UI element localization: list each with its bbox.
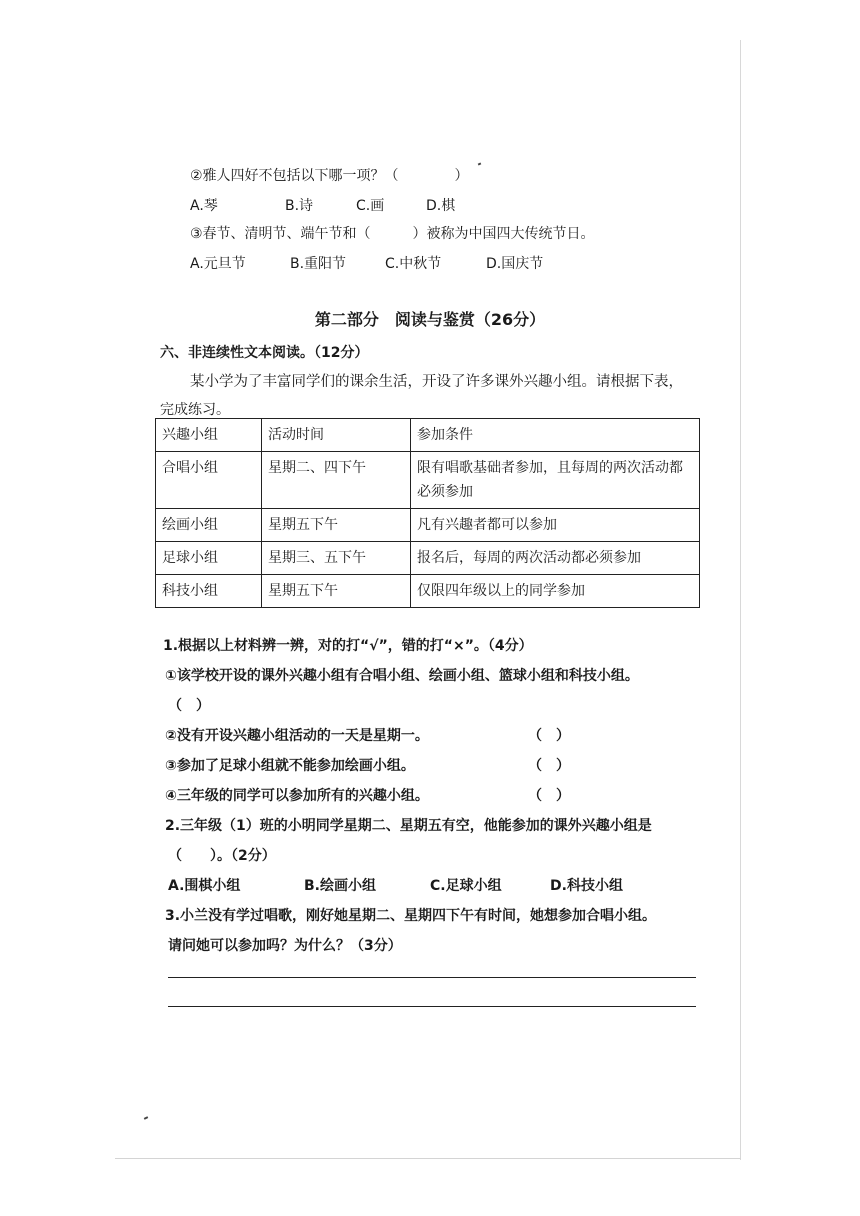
table-header-cell: 兴趣小组: [156, 419, 262, 452]
option-d: D.国庆节: [486, 256, 544, 272]
q1-answer-blank: （ ）: [528, 758, 570, 774]
section-six-intro-cont: 完成练习。: [160, 402, 230, 418]
q1-answer-blank: （ ）: [528, 788, 570, 804]
table-row: [156, 575, 700, 608]
question-festivals: ③春节、清明节、端午节和（ ）被称为中国四大传统节日。: [190, 226, 595, 242]
option-b: B.重阳节: [290, 256, 347, 272]
table-cell: 限有唱歌基础者参加，且每周的两次活动都必须参加: [411, 452, 700, 509]
table-header-row: [156, 419, 700, 452]
table-cell: 报名后，每周的两次活动都必须参加: [411, 542, 700, 575]
part-two-title: 第二部分 阅读与鉴赏（26分）: [314, 310, 546, 329]
table-row: [156, 509, 700, 542]
table-header-cell: 活动时间: [262, 419, 411, 452]
table-cell: 星期二、四下午: [262, 452, 411, 509]
q1-item-3: ③参加了足球小组就不能参加绘画小组。: [165, 758, 415, 774]
q1-stem: 1.根据以上材料辨一辨，对的打“√”，错的打“×”。（4分）: [163, 638, 533, 654]
section-six-heading: 六、非连续性文本阅读。（12分）: [160, 345, 369, 361]
option-d: D.棋: [426, 198, 456, 214]
q1-item-1: ①该学校开设的课外兴趣小组有合唱小组、绘画小组、篮球小组和科技小组。: [165, 668, 639, 684]
q2-stem: 2.三年级（1）班的小明同学星期二、星期五有空，他能参加的课外兴趣小组是: [165, 818, 652, 834]
question-hobbies: ②雅人四好不包括以下哪一项？（ ）: [190, 168, 469, 184]
table-cell: 星期三、五下午: [262, 542, 411, 575]
table-cell: 凡有兴趣者都可以参加: [411, 509, 700, 542]
table-row: [156, 452, 700, 509]
answer-line: [168, 1006, 696, 1007]
option-b: B.绘画小组: [304, 878, 376, 894]
option-a: A.琴: [190, 198, 218, 214]
option-c: C.画: [356, 198, 385, 214]
table-cell: 绘画小组: [156, 509, 262, 542]
option-b: B.诗: [285, 198, 314, 214]
interest-groups-table: [155, 418, 700, 608]
q2-stem-cont: （ ）。（2分）: [168, 848, 276, 864]
section-six-intro: 某小学为了丰富同学们的课余生活，开设了许多课外兴趣小组。请根据下表，: [190, 374, 683, 390]
table-cell: 科技小组: [156, 575, 262, 608]
option-d: D.科技小组: [550, 878, 623, 894]
scan-speck: [478, 162, 482, 165]
q1-item-2: ②没有开设兴趣小组活动的一天是星期一。: [165, 728, 429, 744]
q3-stem-cont: 请问她可以参加吗？为什么？（3分）: [168, 938, 402, 954]
table-cell: 合唱小组: [156, 452, 262, 509]
answer-line: [168, 977, 696, 978]
option-c: C.足球小组: [430, 878, 502, 894]
table-cell: 星期五下午: [262, 575, 411, 608]
table-header-cell: 参加条件: [411, 419, 700, 452]
scan-edge-bottom: [115, 1158, 741, 1159]
q3-stem: 3.小兰没有学过唱歌，刚好她星期二、星期四下午有时间，她想参加合唱小组。: [165, 908, 657, 924]
option-c: C.中秋节: [385, 256, 442, 272]
option-a: A.元旦节: [190, 256, 246, 272]
table-cell: 足球小组: [156, 542, 262, 575]
table-cell: 星期五下午: [262, 509, 411, 542]
table-cell: 仅限四年级以上的同学参加: [411, 575, 700, 608]
scan-speck: [144, 1116, 148, 1120]
option-a: A.围棋小组: [168, 878, 241, 894]
table-row: [156, 542, 700, 575]
q1-answer-blank: （ ）: [528, 728, 570, 744]
scan-edge-right: [740, 40, 741, 1160]
q1-item-4: ④三年级的同学可以参加所有的兴趣小组。: [165, 788, 429, 804]
q1-answer-blank: （ ）: [168, 698, 210, 714]
